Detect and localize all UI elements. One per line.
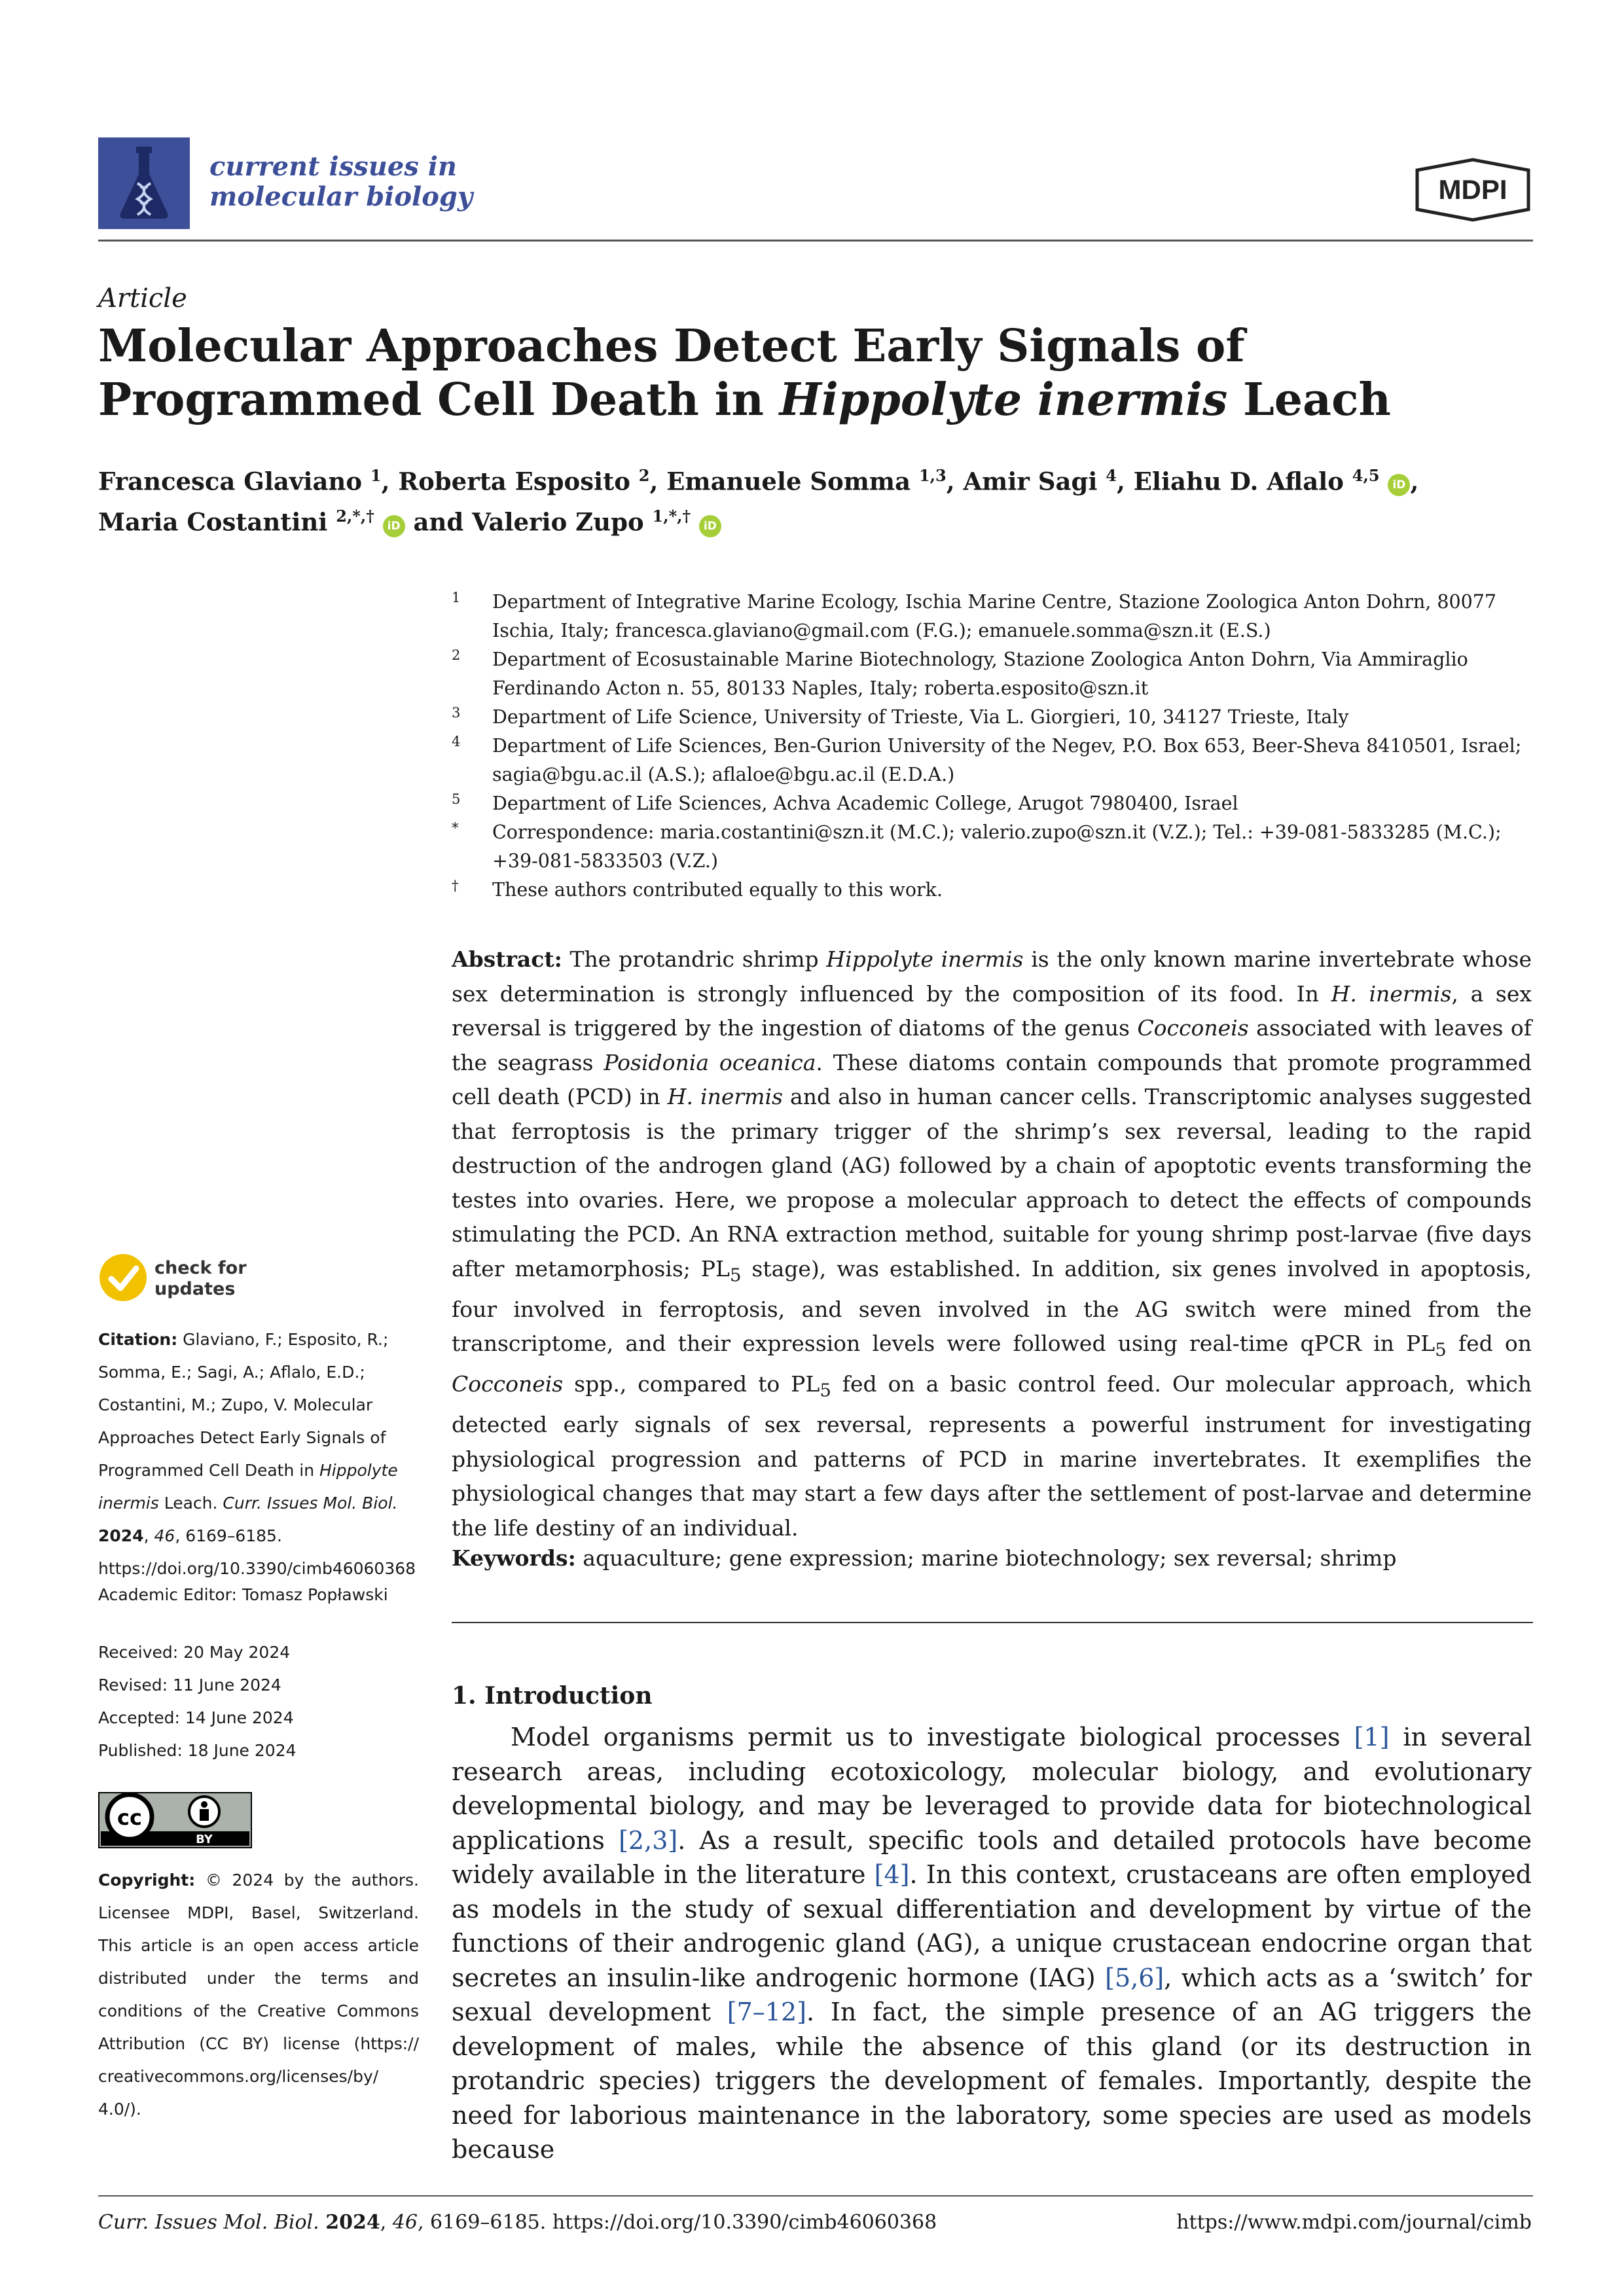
flask-dna-icon: [98, 137, 190, 229]
text-run: 2024: [98, 1526, 144, 1545]
author-name: Valerio Zupo: [472, 507, 653, 537]
affiliation-marker: †: [452, 878, 459, 893]
text-run: is the only known marine invertebrate whose sex determination is strongly influenced by the composition of its food. In: [452, 946, 1532, 1007]
author-name: Francesca Glaviano: [98, 467, 370, 496]
keywords-label: Keywords:: [452, 1545, 576, 1571]
affiliation-marker: 4: [452, 734, 461, 749]
text-run: Posidonia oceanica: [604, 1049, 816, 1075]
text-run: Hippolyte inermis: [98, 1461, 398, 1513]
journal-name-line1: current issues in: [209, 151, 458, 182]
text-run: associated with leaves of the seagrass: [452, 1015, 1532, 1075]
text-run: . These diatoms contain compounds that promote programmed cell death (PCD) in: [452, 1049, 1532, 1109]
check-updates-line2: updates: [154, 1279, 236, 1299]
author-separator: ,: [946, 467, 964, 496]
affiliation-item: [452, 588, 1538, 645]
affiliations: [452, 588, 1538, 905]
orcid-icon[interactable]: iD: [699, 515, 721, 537]
academic-editor: Academic Editor: Tomasz Popławski: [98, 1585, 388, 1604]
text-run: in several research areas, including ecotoxicology, molecular biology, and evolutionary developmental biology, and may be leveraged to provide data for biotechnological applications: [452, 1723, 1532, 1855]
cc-by-text: BY: [196, 1833, 213, 1846]
text-run: . In fact, the simple presence of an AG triggers the development of males, while the absence of this gland (or its destruction in protandric species) triggers the development of females. Importantly, despite the need for laborious maintenance in the laboratory, some species are used as models because: [452, 1998, 1532, 2164]
text-run: 5: [820, 1380, 831, 1401]
title-part1: Molecular Approaches Detect Early Signals of Programmed Cell Death in: [98, 320, 1245, 426]
author-name: Eliahu D. Aflalo: [1133, 467, 1352, 496]
publication-date: Revised: 11 June 2024: [98, 1676, 281, 1695]
author-separator: ,: [1410, 467, 1419, 496]
affiliation-marker: 1: [452, 590, 461, 605]
footer-citation: Curr. Issues Mol. Biol. 2024, 46, 6169–6185. https://doi.org/10.3390/cimb46060368: [98, 2211, 937, 2234]
title-part2: Leach: [1227, 374, 1391, 426]
text-run: fed on: [1446, 1331, 1532, 1357]
affiliation-text: These authors contributed equally to this work.: [492, 879, 943, 901]
orcid-icon[interactable]: iD: [1388, 474, 1410, 496]
mdpi-logo: [1411, 157, 1535, 223]
author-name: Emanuele Somma: [666, 467, 919, 496]
publication-date: Accepted: 14 June 2024: [98, 1708, 294, 1727]
abstract: [452, 942, 1532, 1545]
text-run: spp., compared to PL: [563, 1371, 820, 1397]
text-run: Hippolyte inermis: [826, 946, 1024, 972]
journal-url-link[interactable]: https://www.mdpi.com/journal/cimb: [1176, 2211, 1532, 2234]
author-name: Roberta Esposito: [398, 467, 639, 496]
affiliation-text: Department of Life Science, University of Trieste, Via L. Giorgieri, 10, 34127 Trieste, Italy: [492, 706, 1349, 728]
footer-journal: Curr. Issues Mol. Biol.: [98, 2211, 319, 2234]
text-run: stage), was established. In addition, six genes involved in apoptosis, four involved in ferroptosis, and seven involved in the AG switch were mined from the transcriptome, and their expression levels were followed using real-time qPCR in PL: [452, 1255, 1532, 1357]
author-list: [98, 458, 1538, 540]
affiliation-item: [452, 732, 1538, 789]
text-run: Model organisms permit us to investigate biological processes: [511, 1723, 1354, 1751]
footer-volume: 46: [392, 2211, 418, 2234]
author-affiliation-marker: 1,*,†: [652, 507, 691, 526]
author-separator: ,: [649, 467, 667, 496]
text-run: Glaviano, F.; Esposito, R.; Somma, E.; Sagi, A.; Aflalo, E.D.; Costantini, M.; Zupo, V. Molecular Approaches Detect Early Signals of Programmed Cell Death in: [98, 1330, 389, 1480]
citation-body: [98, 1330, 416, 1578]
text-run: . As a result, specific tools and detailed protocols have become widely available in the literature: [452, 1825, 1532, 1889]
affiliation-item: [452, 876, 1538, 905]
text-run: Cocconeis: [1137, 1015, 1249, 1041]
affiliation-marker: 2: [452, 647, 461, 663]
publication-date: Published: 18 June 2024: [98, 1741, 297, 1760]
affiliation-marker: 3: [452, 705, 461, 721]
abstract-label: Abstract:: [452, 946, 562, 972]
keywords-text: aquaculture; gene expression; marine biotechnology; sex reversal; shrimp: [575, 1545, 1397, 1571]
citation-reference-link[interactable]: [7–12]: [727, 1998, 806, 2026]
affiliation-item: [452, 645, 1538, 703]
affiliation-marker: *: [452, 820, 459, 836]
cc-by-license-badge[interactable]: [98, 1792, 252, 1848]
copyright-notice: [98, 1864, 419, 2126]
footer-doi: , 6169–6185. https://doi.org/10.3390/cimb46060368: [417, 2211, 937, 2234]
author-separator: and: [405, 507, 473, 537]
author-affiliation-marker: 1: [370, 466, 382, 485]
text-run: 5: [1435, 1339, 1447, 1361]
abstract-divider: [452, 1622, 1533, 1623]
check-circle-icon: [99, 1254, 147, 1301]
text-run: Cocconeis: [452, 1371, 564, 1397]
journal-name: [209, 152, 550, 212]
text-run: fed on a basic control feed. Our molecular approach, which detected early signals of sex reversal, represents a powerful instrument for investigating physiological progression and patterns of PCD in marine invertebrates. It exemplifies the physiological changes that may start a few days after the settlement of post-larvae and determine the life destiny of an individual.: [452, 1371, 1532, 1541]
text-run: The protandric shrimp: [562, 946, 827, 972]
text-run: ,: [143, 1526, 154, 1545]
text-run: and also in human cancer cells. Transcriptomic analyses suggested that ferroptosis is the primary trigger of the shrimp’s sex reversal, leading to the rapid destruction of the androgen gland (AG) followed by a chain of apoptotic events transforming the testes into ovaries. Here, we propose a molecular approach to detect the effects of compounds stimulating the PCD. An RNA extraction method, suitable for young shrimp post-larvae (five days after metamorphosis; PL: [452, 1084, 1532, 1282]
author-name: Amir Sagi: [963, 467, 1106, 496]
text-run: , which acts as a ‘switch’ for sexual development: [452, 1963, 1532, 2026]
citation: [98, 1323, 419, 1585]
copyright-label: Copyright:: [98, 1871, 196, 1890]
text-run: 5: [729, 1265, 742, 1286]
affiliation-item: [452, 818, 1538, 876]
citation-reference-link[interactable]: [5,6]: [1105, 1963, 1164, 1992]
introduction-paragraph: [452, 1720, 1532, 2167]
cc-symbol: cc: [117, 1805, 142, 1830]
copyright-text: © 2024 by the authors. Licensee MDPI, Basel, Switzerland. This article is an open access article distributed under the terms and conditions of the Creative Commons Attribution (CC BY) license (https:// creativecommons.org/licenses/by/ 4.0/).: [98, 1871, 419, 2119]
footer-divider: [98, 2195, 1533, 2197]
text-run: , a sex reversal is triggered by the ingestion of diatoms of the genus: [452, 980, 1532, 1041]
mdpi-logo-text: MDPI: [1438, 174, 1507, 205]
title-species: Hippolyte inermis: [779, 374, 1228, 426]
affiliation-item: [452, 789, 1538, 818]
author-affiliation-marker: 1,3: [918, 466, 947, 485]
citation-reference-link[interactable]: [2,3]: [619, 1825, 678, 1855]
author-separator: ,: [1116, 467, 1134, 496]
author-affiliation-marker: 4,5: [1352, 466, 1380, 485]
citation-reference-link[interactable]: [4]: [874, 1860, 910, 1889]
affiliation-text: Department of Life Sciences, Ben-Gurion University of the Negev, P.O. Box 653, Beer-Sheva 8410501, Israel; sagia@bgu.ac.il (A.S.); aflaloe@bgu.ac.il (E.D.A.): [492, 735, 1522, 785]
journal-logo: [98, 137, 190, 229]
footer-year: 2024: [325, 2211, 380, 2234]
author-affiliation-marker: 2,*,†: [336, 507, 374, 526]
article-type: Article: [98, 283, 187, 314]
text-run: . In this context, crustaceans are often employed as models in the study of sexual differentiation and development by virtue of the functions of their androgenic gland (AG), a unique crustacean endocrine organ that secretes an insulin-like androgenic hormone (IAG): [452, 1860, 1532, 1992]
text-run: H. inermis: [667, 1084, 783, 1109]
affiliation-text: Department of Integrative Marine Ecology, Ischia Marine Centre, Stazione Zoologica Anton Dohrn, 80077 Ischia, Italy; francesca.glaviano@gmail.com (F.G.); emanuele.somma@szn.it (E.S.): [492, 591, 1497, 641]
orcid-icon[interactable]: iD: [383, 515, 405, 537]
citation-reference-link[interactable]: [1]: [1354, 1723, 1390, 1751]
citation-label: Citation:: [98, 1330, 178, 1349]
affiliation-text: Department of Life Sciences, Achva Academic College, Arugot 7980400, Israel: [492, 793, 1238, 814]
article-title: [98, 319, 1538, 427]
text-run: H. inermis: [1331, 980, 1452, 1007]
affiliation-item: [452, 703, 1538, 732]
abstract-body: [452, 946, 1532, 1541]
text-run: Leach.: [158, 1494, 223, 1513]
section-heading-introduction: 1. Introduction: [452, 1682, 653, 1710]
author-separator: ,: [381, 467, 399, 496]
check-updates-line1: check for: [154, 1258, 247, 1278]
publication-dates: [98, 1636, 419, 1767]
text-run: Curr. Issues Mol. Biol.: [223, 1494, 398, 1513]
keywords: [452, 1543, 1532, 1573]
affiliation-text: Department of Ecosustainable Marine Biotechnology, Stazione Zoologica Anton Dohrn, Via Ammiraglio Ferdinando Acton n. 55, 80133 Naples, Italy; roberta.esposito@szn.it: [492, 649, 1468, 699]
author-affiliation-marker: 4: [1106, 466, 1117, 485]
text-run: 46: [154, 1526, 175, 1545]
affiliation-text: Correspondence: maria.costantini@szn.it (M.C.); valerio.zupo@szn.it (V.Z.); Tel.: +39-081-5833285 (M.C.); +39-081-5833503 (V.Z.): [492, 821, 1502, 872]
author-name: Maria Costantini: [98, 507, 336, 537]
publication-date: Received: 20 May 2024: [98, 1643, 291, 1662]
check-for-updates-badge[interactable]: [98, 1251, 295, 1304]
text-run: , 6169–6185. https://doi.org/10.3390/cimb46060368: [98, 1526, 416, 1578]
author-affiliation-marker: 2: [638, 466, 650, 485]
header-divider: [98, 240, 1533, 242]
affiliation-marker: 5: [452, 791, 461, 807]
journal-name-line2: molecular biology: [209, 181, 473, 212]
